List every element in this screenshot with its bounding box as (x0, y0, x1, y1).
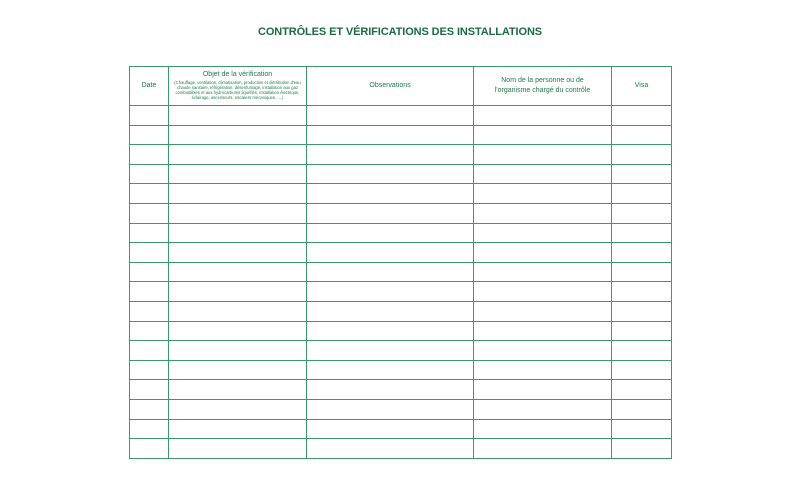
observations-cell (307, 282, 474, 302)
responsible-cell (474, 399, 612, 419)
objet-cell (169, 439, 307, 459)
responsible-cell (474, 243, 612, 263)
date-cell (130, 341, 169, 361)
observations-cell (307, 399, 474, 419)
visa-cell (612, 203, 672, 223)
objet-cell (169, 380, 307, 400)
visa-cell (612, 184, 672, 204)
visa-cell (612, 380, 672, 400)
visa-cell (612, 145, 672, 165)
objet-cell (169, 341, 307, 361)
visa-cell (612, 419, 672, 439)
observations-header: Observations (307, 67, 474, 106)
table-row (130, 360, 672, 380)
visa-cell (612, 341, 672, 361)
visa-cell (612, 399, 672, 419)
date-cell (130, 282, 169, 302)
date-cell (130, 301, 169, 321)
table-row (130, 203, 672, 223)
table-row (130, 301, 672, 321)
objet-header-detail: (Chauffage, ventilation, climatisation, production et distribution d'eau chaude sanitaire, réfrigération, désenfumage, installation aux gaz combustibles et aux hydrocarbures liquéfiés, installation électrique, éclairage, ascenseurs, escaliers mécaniques, ....) (174, 79, 301, 101)
objet-cell (169, 419, 307, 439)
objet-header (169, 67, 307, 106)
table-row (130, 439, 672, 459)
date-cell (130, 399, 169, 419)
observations-cell (307, 360, 474, 380)
header-row (130, 67, 672, 106)
responsible-cell (474, 106, 612, 126)
table-body (130, 106, 672, 459)
page-title: CONTRÔLES ET VÉRIFICATIONS DES INSTALLATIONS (257, 26, 543, 38)
table-row (130, 145, 672, 165)
objet-cell (169, 223, 307, 243)
observations-cell (307, 164, 474, 184)
observations-cell (307, 262, 474, 282)
table-row (130, 262, 672, 282)
date-cell (130, 164, 169, 184)
objet-cell (169, 184, 307, 204)
date-cell (130, 223, 169, 243)
responsible-cell (474, 360, 612, 380)
date-cell (130, 243, 169, 263)
visa-cell (612, 223, 672, 243)
visa-cell (612, 282, 672, 302)
observations-cell (307, 321, 474, 341)
date-cell (130, 321, 169, 341)
verification-table (129, 66, 672, 459)
responsible-cell (474, 164, 612, 184)
date-cell (130, 184, 169, 204)
objet-cell (169, 301, 307, 321)
responsible-cell (474, 203, 612, 223)
table-row (130, 380, 672, 400)
table-row (130, 282, 672, 302)
objet-cell (169, 164, 307, 184)
responsible-header-line-2: l'organisme chargé du contrôle (494, 87, 591, 94)
visa-cell (612, 164, 672, 184)
observations-cell (307, 380, 474, 400)
responsible-cell (474, 439, 612, 459)
table-row (130, 243, 672, 263)
observations-cell (307, 419, 474, 439)
table-row (130, 399, 672, 419)
responsible-cell (474, 341, 612, 361)
objet-cell (169, 125, 307, 145)
responsible-cell (474, 262, 612, 282)
objet-cell (169, 321, 307, 341)
table-row (130, 341, 672, 361)
observations-cell (307, 106, 474, 126)
date-cell (130, 439, 169, 459)
table-row (130, 321, 672, 341)
responsible-header-line-1: Nom de la personne ou de (501, 76, 584, 84)
visa-cell (612, 106, 672, 126)
date-cell (130, 360, 169, 380)
objet-cell (169, 282, 307, 302)
visa-header: Visa (612, 67, 672, 106)
responsible-cell (474, 145, 612, 165)
table-row (130, 106, 672, 126)
table-row (130, 125, 672, 145)
date-cell (130, 106, 169, 126)
table-row (130, 419, 672, 439)
responsible-cell (474, 184, 612, 204)
responsible-header (474, 67, 612, 106)
date-cell (130, 145, 169, 165)
observations-cell (307, 439, 474, 459)
observations-cell (307, 301, 474, 321)
visa-cell (612, 360, 672, 380)
observations-cell (307, 203, 474, 223)
date-cell (130, 203, 169, 223)
visa-cell (612, 301, 672, 321)
observations-cell (307, 145, 474, 165)
visa-cell (612, 243, 672, 263)
objet-cell (169, 262, 307, 282)
responsible-cell (474, 321, 612, 341)
table-row (130, 184, 672, 204)
table-row (130, 164, 672, 184)
date-header: Date (130, 67, 169, 106)
observations-cell (307, 341, 474, 361)
objet-cell (169, 399, 307, 419)
responsible-cell (474, 282, 612, 302)
observations-cell (307, 243, 474, 263)
responsible-cell (474, 301, 612, 321)
objet-cell (169, 203, 307, 223)
responsible-cell (474, 125, 612, 145)
date-cell (130, 419, 169, 439)
observations-cell (307, 125, 474, 145)
objet-cell (169, 243, 307, 263)
visa-cell (612, 262, 672, 282)
observations-cell (307, 223, 474, 243)
visa-cell (612, 321, 672, 341)
date-cell (130, 262, 169, 282)
table-row (130, 223, 672, 243)
objet-cell (169, 360, 307, 380)
responsible-cell (474, 223, 612, 243)
objet-cell (169, 106, 307, 126)
objet-header-title: Objet de la vérification (202, 71, 273, 79)
responsible-cell (474, 419, 612, 439)
objet-cell (169, 145, 307, 165)
visa-cell (612, 125, 672, 145)
visa-cell (612, 439, 672, 459)
observations-cell (307, 184, 474, 204)
responsible-cell (474, 380, 612, 400)
date-cell (130, 125, 169, 145)
date-cell (130, 380, 169, 400)
